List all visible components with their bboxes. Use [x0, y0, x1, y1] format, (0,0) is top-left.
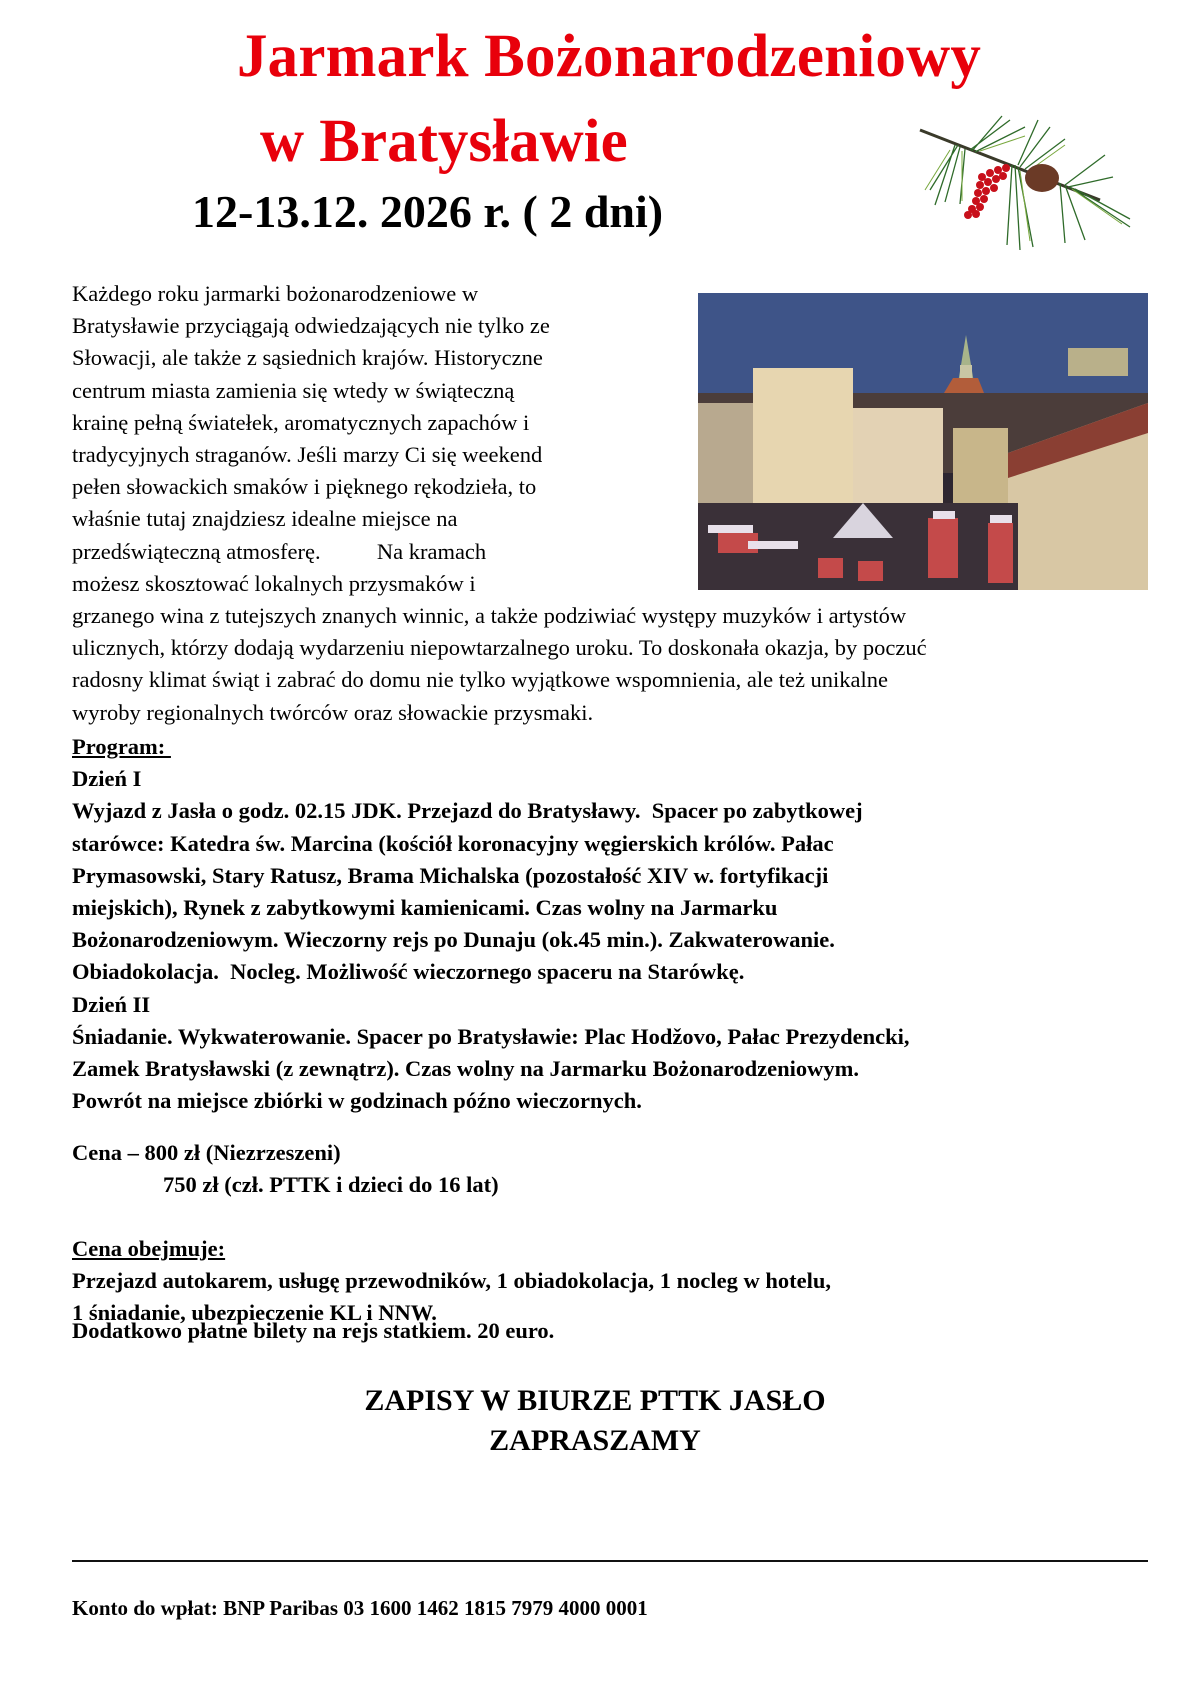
day-1-line: Obiadokolacja. Nocleg. Możliwość wieczornego spaceru na Starówkę. — [72, 959, 745, 985]
day-1-line: starówce: Katedra św. Marcina (kościół koronacyjny węgierskich królów. Pałac — [72, 830, 834, 856]
signup-line-2: ZAPRASZAMY — [489, 1424, 701, 1457]
intro-line: właśnie tutaj znajdziesz idealne miejsce na — [72, 506, 458, 532]
day-1-line: miejskich), Rynek z zabytkowymi kamienicami. Czas wolny na Jarmarku — [72, 895, 778, 921]
price-section — [72, 1137, 1152, 1201]
price-regular: Cena – 800 zł (Niezrzeszeni) — [72, 1140, 341, 1165]
intro-line: przedświąteczną atmosferę. Na kramach — [72, 538, 487, 564]
day-2-line: Śniadanie. Wykwaterowanie. Spacer po Bratysławie: Plac Hodžovo, Pałac Prezydencki, — [72, 1023, 910, 1049]
pine-branch — [920, 116, 1130, 250]
extra-cost-note: Dodatkowo płatne bilety na rejs statkiem. 20 euro. — [72, 1318, 555, 1343]
intro-wrapped-paragraph — [72, 278, 672, 600]
intro-line: tradycyjnych straganów. Jeśli marzy Ci się weekend — [72, 442, 543, 468]
day-1-line: Bożonarodzeniowym. Wieczorny rejs po Dunaju (ok.45 min.). Zakwaterowanie. — [72, 927, 835, 953]
program-section — [72, 731, 1152, 1117]
price-includes-line: 1 śniadanie, ubezpieczenie KL i NNW. — [72, 1300, 437, 1326]
intro-line: centrum miasta zamienia się wtedy w świąteczną — [72, 377, 515, 403]
title-line-1: Jarmark Bożonarodzeniowy — [236, 23, 982, 90]
pine-cone — [1025, 164, 1059, 192]
price-includes-heading: Cena obejmuje: — [72, 1236, 226, 1261]
pine-branch-with-berries-icon — [900, 105, 1140, 265]
intro-line: krainę pełną światełek, aromatycznych zapachów i — [72, 409, 530, 435]
red-berries — [964, 164, 1010, 219]
price-discounted: 750 zł (czł. PTTK i dzieci do 16 lat) — [163, 1172, 499, 1198]
day-1-label: Dzień I — [72, 766, 142, 792]
intro-line: pełen słowackich smaków i pięknego rękodzieła, to — [72, 474, 537, 500]
intro-line: możesz skosztować lokalnych przysmaków i — [72, 570, 476, 596]
day-2-line: Zamek Bratysławski (z zewnątrz). Czas wolny na Jarmarku Bożonarodzeniowym. — [72, 1056, 860, 1082]
intro-line: wyroby regionalnych twórców oraz słowackie przysmaki. — [72, 699, 594, 725]
event-date: 12-13.12. 2026 r. ( 2 dni) — [192, 186, 664, 237]
intro-line: ulicznych, którzy dodają wydarzeniu niepowtarzalnego uroku. To doskonała okazja, by poczuć — [72, 635, 927, 661]
price-includes-line: Przejazd autokarem, usługę przewodników, 1 obiadokolacja, 1 nocleg w hotelu, — [72, 1268, 831, 1294]
signup-line-1: ZAPISY W BIURZE PTTK JASŁO — [364, 1384, 826, 1417]
bank-account-info: Konto do wpłat: BNP Paribas 03 1600 1462 1815 7979 4000 0001 — [72, 1596, 648, 1620]
day-2-label: Dzień II — [72, 991, 151, 1017]
intro-text — [72, 278, 1152, 729]
day-1-line: Wyjazd z Jasła o godz. 02.15 JDK. Przejazd do Bratysławy. Spacer po zabytkowej — [72, 798, 863, 824]
intro-line: radosny klimat świąt i zabrać do domu nie tylko wyjątkowe wspomnienia, ale też unikalne — [72, 667, 889, 693]
day-1-line: Prymasowski, Stary Ratusz, Brama Michalska (pozostałość XIV w. fortyfikacji — [72, 862, 829, 888]
intro-line: grzanego wina z tutejszych znanych winnic, a także podziwiać występy muzyków i artystów — [72, 603, 907, 629]
intro-line: Bratysławie przyciągają odwiedzających nie tylko ze — [72, 313, 550, 339]
footer-divider — [72, 1560, 1148, 1562]
title-line-2: w Bratysławie — [260, 108, 628, 175]
signup-notice — [0, 1381, 1190, 1461]
intro-line: Każdego roku jarmarki bożonarodzeniowe w — [72, 281, 479, 306]
intro-line: Słowacji, ale także z sąsiednich krajów. Historyczne — [72, 345, 543, 371]
day-2-line: Powrót na miejsce zbiórki w godzinach późno wieczornych. — [72, 1088, 642, 1114]
program-heading: Program: — [72, 734, 171, 759]
